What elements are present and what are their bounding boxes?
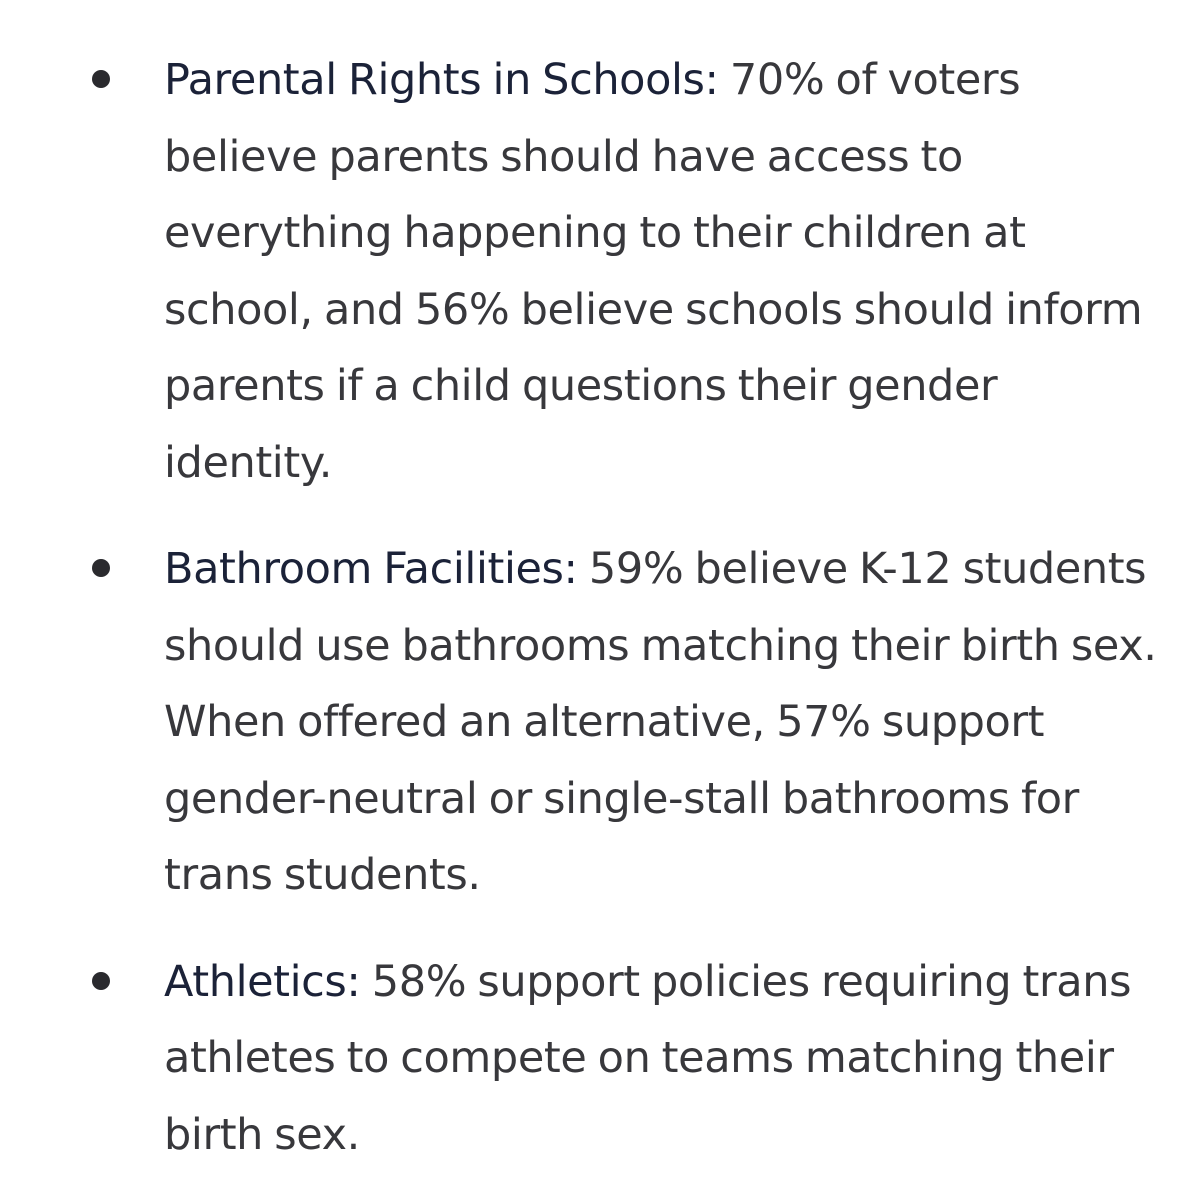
bullet-list [0, 42, 1200, 1203]
bullet-point-icon [92, 70, 110, 88]
list-item-heading: Bathroom Facilities: [164, 544, 578, 594]
list-item-heading: Parental Rights in Schools: [164, 55, 719, 105]
list-item-text [164, 544, 1157, 900]
list-item-bathroom-facilities [0, 531, 1200, 914]
list-item-text [164, 55, 1142, 488]
list-item-body: 70% of voters believe parents should have access to everything happening to their children at school, and 56% believe schools should inform parents if a child questions their gender identity. [164, 55, 1143, 488]
list-item-heading: Athletics: [164, 956, 361, 1007]
list-item-body: 58% support policies requiring trans athletes to compete on teams matching their birth sex. [164, 956, 1132, 1160]
bullet-point-icon [92, 972, 110, 990]
list-item-athletics [0, 944, 1200, 1174]
list-item-body: 59% believe K-12 students should use bathrooms matching their birth sex. When offered an alternative, 57% support gender-neutral or single-stall bathrooms for trans students. [164, 544, 1157, 900]
list-item-text [164, 957, 1131, 1160]
list-item-parental-rights [0, 42, 1200, 501]
bullet-point-icon [92, 559, 110, 577]
